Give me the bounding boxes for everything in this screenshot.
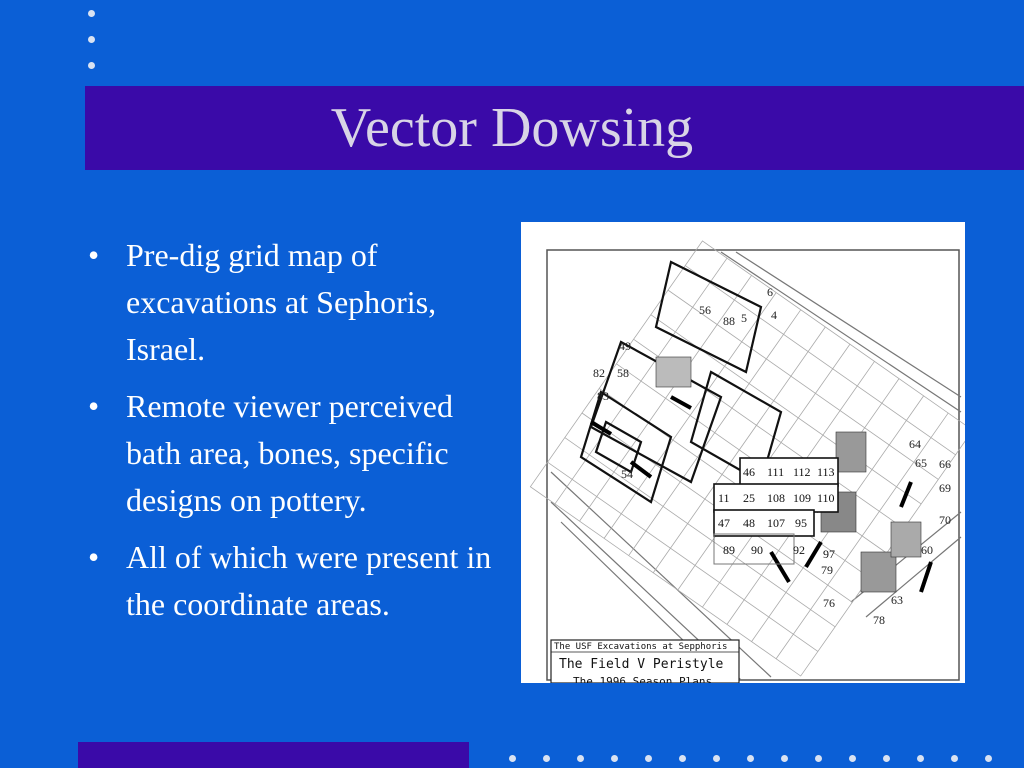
map-cell-label: 113 <box>817 465 835 479</box>
dot <box>781 755 788 762</box>
map-room-label: 78 <box>873 613 885 627</box>
map-room-label: 54 <box>621 467 633 481</box>
bullet-item: • All of which were present in the coordinate areas. <box>84 534 504 628</box>
dot <box>509 755 516 762</box>
map-caption-line: The USF Excavations at Sepphoris <box>554 642 728 652</box>
dot <box>883 755 890 762</box>
slide-title: Vector Dowsing <box>330 97 694 159</box>
map-room-label: 6 <box>767 285 773 299</box>
map-cell-label: 109 <box>793 491 811 505</box>
map-cell-label: 107 <box>767 516 785 530</box>
bullet-item: • Remote viewer perceived bath area, bones, specific designs on pottery. <box>84 383 504 524</box>
dot <box>713 755 720 762</box>
dot <box>88 62 95 69</box>
dot <box>985 755 992 762</box>
dot <box>577 755 584 762</box>
map-room-label: 49 <box>619 339 631 353</box>
dot <box>88 36 95 43</box>
map-room-label: 83 <box>597 389 609 403</box>
excavation-map-drawing <box>521 222 965 683</box>
map-caption-line: The 1996 Season Plans <box>573 675 713 683</box>
dot <box>951 755 958 762</box>
map-room-label: 79 <box>821 563 833 577</box>
bullet-list <box>84 232 504 638</box>
map-cell-label: 110 <box>817 491 835 505</box>
dot <box>645 755 652 762</box>
dot <box>917 755 924 762</box>
map-room-label: 88 <box>723 314 735 328</box>
footer-bar <box>78 742 469 768</box>
map-room-label: 60 <box>921 543 933 557</box>
map-cell-label: 47 <box>718 516 730 530</box>
map-cell-label: 112 <box>793 465 811 479</box>
bullet-item: • Pre-dig grid map of excavations at Sephoris, Israel. <box>84 232 504 373</box>
map-room-label: 56 <box>699 303 711 317</box>
map-cell-label: 97 <box>823 547 835 561</box>
map-room-label: 58 <box>617 366 629 380</box>
map-room-label: 66 <box>939 457 951 471</box>
map-room-label: 63 <box>891 593 903 607</box>
map-cell-label: 89 <box>723 543 735 557</box>
map-caption-line: The Field V Peristyle <box>559 657 724 672</box>
map-caption <box>551 640 739 683</box>
dot <box>88 10 95 17</box>
map-room-label: 69 <box>939 481 951 495</box>
dot <box>611 755 618 762</box>
dot <box>747 755 754 762</box>
map-cell-label: 111 <box>767 465 785 479</box>
map-cell-label: 90 <box>751 543 763 557</box>
excavation-map-image <box>521 222 965 683</box>
map-cell-label: 48 <box>743 516 755 530</box>
map-cell-label: 92 <box>793 543 805 557</box>
map-room-label: 82 <box>593 366 605 380</box>
slide-title-wrapper <box>0 97 1024 159</box>
map-cell-label: 95 <box>795 516 807 530</box>
map-cell-label: 11 <box>718 491 730 505</box>
map-room-label: 65 <box>915 456 927 470</box>
map-cell-label: 25 <box>743 491 755 505</box>
map-room-label: 70 <box>939 513 951 527</box>
dot <box>679 755 686 762</box>
map-cell-label: 108 <box>767 491 785 505</box>
map-room-label: 64 <box>909 437 921 451</box>
map-cell-label: 46 <box>743 465 755 479</box>
map-room-label: 4 <box>771 308 777 322</box>
dot <box>815 755 822 762</box>
map-room-label: 76 <box>823 596 835 610</box>
dot <box>543 755 550 762</box>
map-room-label: 5 <box>741 311 747 325</box>
dot <box>849 755 856 762</box>
